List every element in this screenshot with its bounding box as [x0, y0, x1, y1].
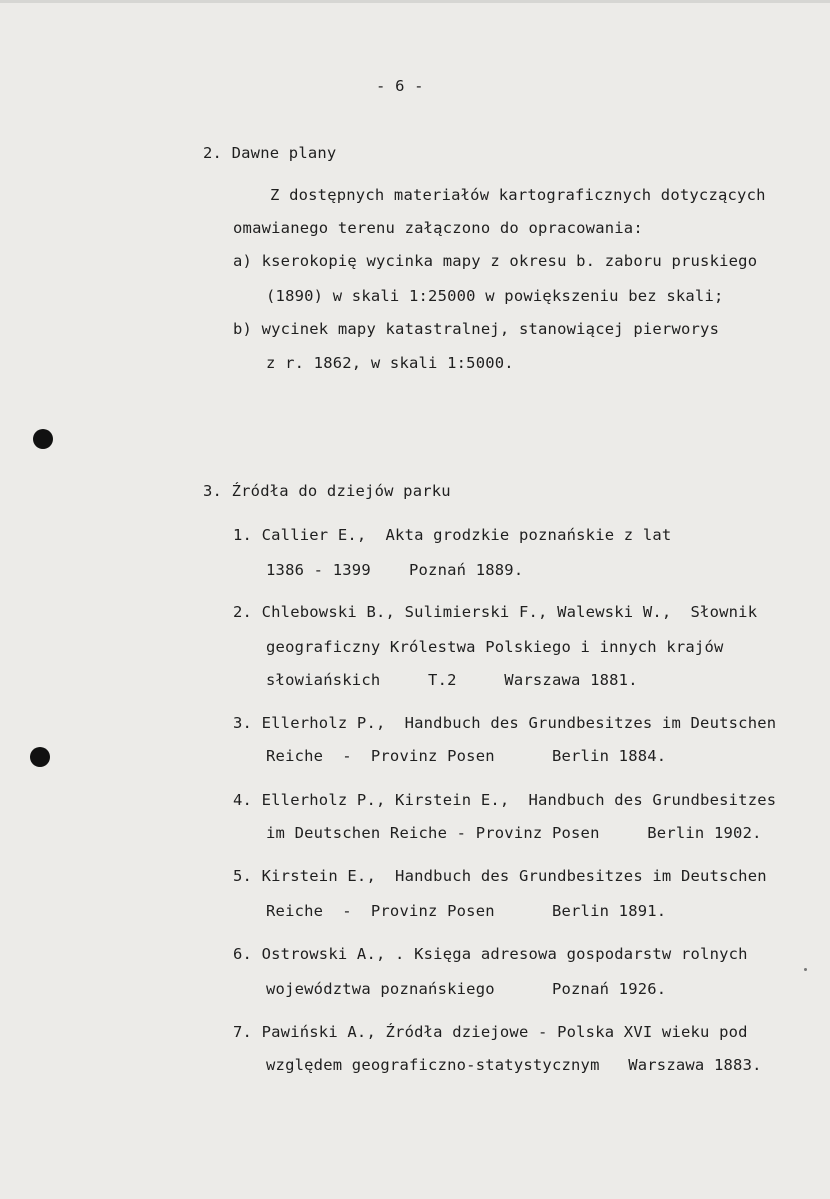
- section-2-intro-line-2: omawianego terenu załączono do opracowania:: [233, 219, 643, 237]
- section-2-item-b-line-1: b) wycinek mapy katastralnej, stanowiącej pierworys: [233, 320, 720, 338]
- list-item-line: im Deutschen Reiche - Provinz Posen Berlin 1902.: [266, 824, 762, 842]
- section-2-item-a-line-2: (1890) w skali 1:25000 w powiększeniu bez skali;: [266, 287, 724, 305]
- list-item-line: Reiche - Provinz Posen Berlin 1891.: [266, 902, 667, 920]
- punch-hole-lower: [30, 747, 50, 767]
- section-3-heading: 3. Źródła do dziejów parku: [203, 482, 451, 500]
- scan-edge: [0, 0, 830, 3]
- list-item-line: 6. Ostrowski A., . Księga adresowa gospodarstw rolnych: [233, 945, 748, 963]
- list-item-line: 1386 - 1399 Poznań 1889.: [266, 561, 524, 579]
- list-item-line: względem geograficzno-statystycznym Warszawa 1883.: [266, 1056, 762, 1074]
- ink-speck: [804, 968, 807, 971]
- section-2-heading: 2. Dawne plany: [203, 144, 337, 162]
- list-item-line: województwa poznańskiego Poznań 1926.: [266, 980, 667, 998]
- list-item-line: Reiche - Provinz Posen Berlin 1884.: [266, 747, 667, 765]
- list-item-line: geograficzny Królestwa Polskiego i innych krajów: [266, 638, 724, 656]
- section-2-item-a-line-1: a) kserokopię wycinka mapy z okresu b. zaboru pruskiego: [233, 252, 758, 270]
- list-item-line: 5. Kirstein E., Handbuch des Grundbesitzes im Deutschen: [233, 867, 767, 885]
- page-number: - 6 -: [376, 77, 424, 95]
- list-item-line: 7. Pawiński A., Źródła dziejowe - Polska XVI wieku pod: [233, 1023, 748, 1041]
- section-2-intro-line-1: Z dostępnych materiałów kartograficznych dotyczących: [270, 186, 766, 204]
- list-item-line: 1. Callier E., Akta grodzkie poznańskie z lat: [233, 526, 672, 544]
- list-item-line: 3. Ellerholz P., Handbuch des Grundbesitzes im Deutschen: [233, 714, 777, 732]
- list-item-line: 4. Ellerholz P., Kirstein E., Handbuch des Grundbesitzes: [233, 791, 777, 809]
- section-2-item-b-line-2: z r. 1862, w skali 1:5000.: [266, 354, 514, 372]
- list-item-line: 2. Chlebowski B., Sulimierski F., Walewski W., Słownik: [233, 603, 758, 621]
- punch-hole-upper: [33, 429, 53, 449]
- list-item-line: słowiańskich T.2 Warszawa 1881.: [266, 671, 638, 689]
